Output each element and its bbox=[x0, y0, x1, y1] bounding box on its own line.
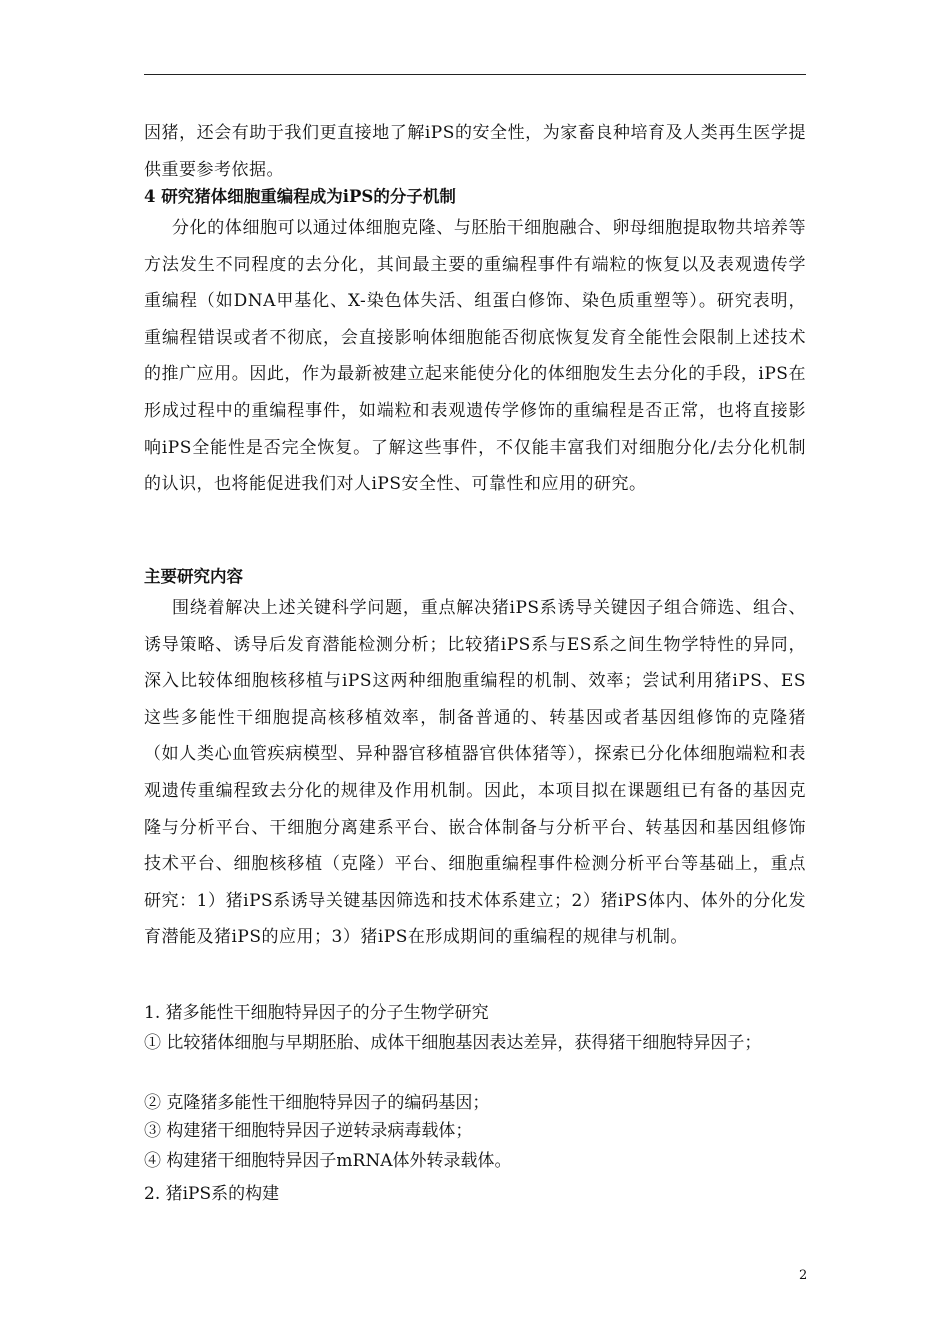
item1-step: ① 比较猪体细胞与早期胚胎、成体干细胞基因表达差异，获得猪干细胞特异因子； bbox=[144, 1033, 762, 1053]
item1-heading: 1. 猪多能性干细胞特异因子的分子生物学研究 bbox=[144, 1003, 489, 1023]
main-content-body: 围绕着解决上述关键科学问题，重点解决猪iPS系诱导关键因子组合筛选、组合、诱导策略、诱导后发育潜能检测分析；比较猪iPS系与ES系之间生物学特性的异同，深入比较体细胞核移植与iPS这两种细胞重编程的机制、效率；尝试利用猪iPS、ES这些多能性干细胞提高核移植效率，制备普通的、转基因或者基因组修饰的克隆猪（如人类心血管疾病模型、异种器官移植器官供体猪等），探索已分化体细胞端粒和表观遗传重编程致去分化的规律及作用机制。因此，本项目拟在课题组已有备的基因克隆与分析平台、干细胞分离建系平台、嵌合体制备与分析平台、转基因和基因组修饰技术平台、细胞核移植（克隆）平台、细胞重编程事件检测分析平台等基础上，重点研究：1）猪iPS系诱导关键基因筛选和技术体系建立；2）猪iPS体内、体外的分化发育潜能及猪iPS的应用；3）猪iPS在形成期间的重编程的规律与机制。 bbox=[144, 598, 806, 948]
item2-heading: 2. 猪iPS系的构建 bbox=[144, 1184, 280, 1204]
page-number: 2 bbox=[799, 1268, 808, 1283]
item1-step: ③ 构建猪干细胞特异因子逆转录病毒载体； bbox=[144, 1121, 473, 1141]
section4-body: 分化的体细胞可以通过体细胞克隆、与胚胎干细胞融合、卵母细胞提取物共培养等方法发生不同程度的去分化，其间最主要的重编程事件有端粒的恢复以及表观遗传学重编程（如DNA甲基化、X-染色体失活、组蛋白修饰、染色质重塑等）。研究表明，重编程错误或者不彻底，会直接影响体细胞能否彻底恢复发育全能性会限制上述技术的推广应用。因此，作为最新被建立起来能使分化的体细胞发生去分化的手段，iPS在形成过程中的重编程事件，如端粒和表观遗传学修饰的重编程是否正常，也将直接影响iPS全能性是否完全恢复。了解这些事件，不仅能丰富我们对细胞分化/去分化机制的认识，也将能促进我们对人iPS安全性、可靠性和应用的研究。 bbox=[144, 218, 806, 495]
header-rule bbox=[144, 74, 806, 75]
paragraph-intro-end: 因猪，还会有助于我们更直接地了解iPS的安全性，为家畜良种培育及人类再生医学提供重要参考依据。 bbox=[144, 123, 806, 180]
item1-step: ④ 构建猪干细胞特异因子mRNA体外转录载体。 bbox=[144, 1151, 512, 1171]
section4-heading: 4 研究猪体细胞重编程成为iPS的分子机制 bbox=[144, 187, 456, 206]
item1-step: ② 克隆猪多能性干细胞特异因子的编码基因； bbox=[144, 1093, 490, 1113]
main-content-heading: 主要研究内容 bbox=[144, 567, 243, 586]
